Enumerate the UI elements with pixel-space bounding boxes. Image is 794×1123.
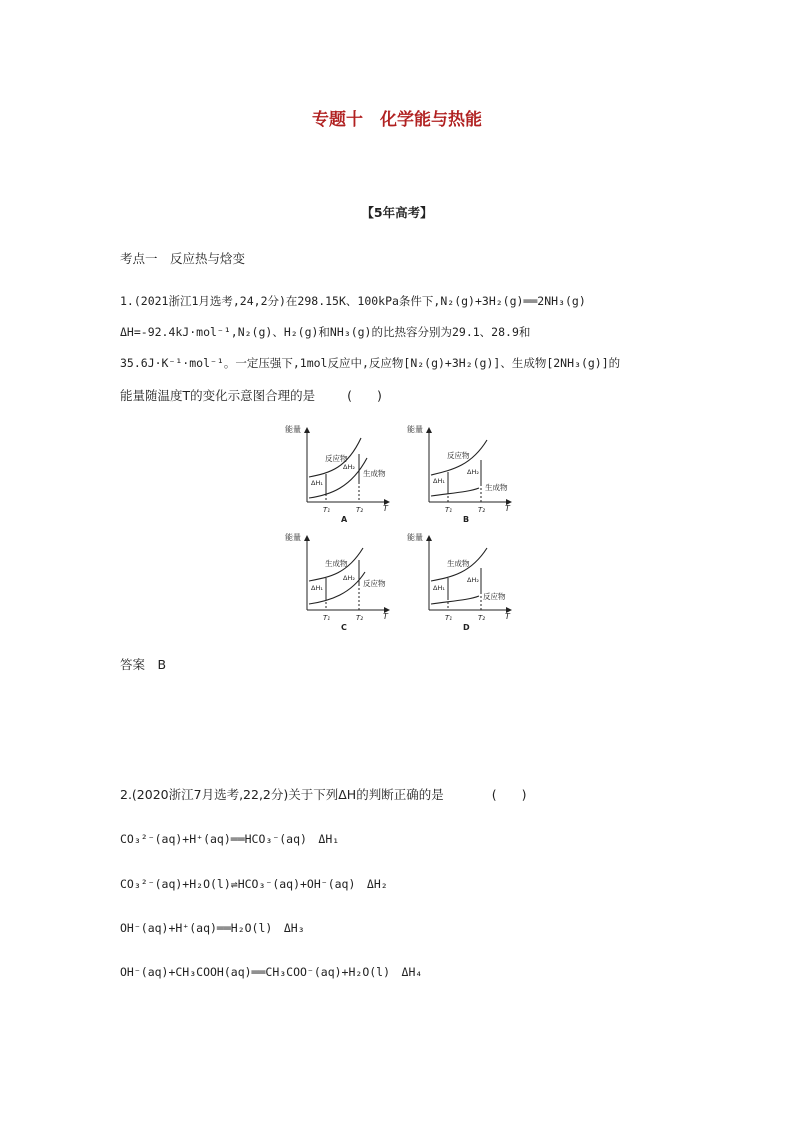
dh2-label: ΔH₂ [467, 576, 479, 584]
y-axis-label: 能量 [285, 533, 301, 542]
graph-c [285, 528, 395, 633]
t2-label: T₂ [356, 506, 364, 514]
upper-label: 反应物 [325, 454, 348, 463]
graph-letter: C [341, 623, 347, 632]
lower-label: 生成物 [363, 469, 386, 478]
q1-line2: ΔH=-92.4kJ·mol⁻¹,N₂(g)、H₂(g)和NH₃(g)的比热容分别为29.1、28.9和 [120, 325, 531, 339]
equation-1: CO₃²⁻(aq)+H⁺(aq)══HCO₃⁻(aq) ΔH₁ [120, 832, 340, 846]
equation-2: CO₃²⁻(aq)+H₂O(l)⇌HCO₃⁻(aq)+OH⁻(aq) ΔH₂ [120, 877, 388, 891]
q2-answer-paren: ( ) [491, 787, 527, 802]
upper-label: 反应物 [447, 451, 470, 460]
t1-label: T₁ [445, 614, 453, 622]
dh2-label: ΔH₂ [343, 574, 355, 582]
lower-curve [431, 596, 479, 604]
x-axis-label: T [383, 612, 388, 621]
dh1-label: ΔH₁ [311, 479, 323, 487]
section-heading: 【5年高考】 [361, 205, 433, 220]
graph-a [285, 420, 395, 525]
y-axis-label: 能量 [285, 425, 301, 434]
t1-label: T₁ [323, 614, 331, 622]
x-axis-label: T [505, 504, 510, 513]
dh1-label: ΔH₁ [433, 584, 445, 592]
q1-answer: 答案 B [120, 657, 167, 672]
page-title: 专题十 化学能与热能 [312, 110, 482, 130]
kaodian-heading: 考点一 反应热与焓变 [120, 251, 246, 266]
q1-line1: 1.(2021浙江1月选考,24,2分)在298.15K、100kPa条件下,N₂(g)+3H₂(g)══2NH₃(g) [120, 294, 586, 308]
q1-line4: 能量随温度T的变化示意图合理的是 [120, 388, 316, 403]
y-axis-label: 能量 [407, 425, 423, 434]
t2-label: T₂ [478, 614, 486, 622]
graph-letter: B [463, 515, 470, 524]
equation-4: OH⁻(aq)+CH₃COOH(aq)══CH₃COO⁻(aq)+H₂O(l) ΔH₄ [120, 965, 423, 979]
t2-label: T₂ [478, 506, 486, 514]
upper-label: 生成物 [447, 559, 470, 568]
x-axis-label: T [505, 612, 510, 621]
y-axis-label: 能量 [407, 533, 423, 542]
lower-label: 生成物 [485, 483, 508, 492]
x-axis-label: T [383, 504, 388, 513]
lower-label: 反应物 [483, 592, 506, 601]
q1-answer-paren: ( ) [347, 388, 382, 403]
equation-3: OH⁻(aq)+H⁺(aq)══H₂O(l) ΔH₃ [120, 921, 305, 935]
lower-label: 反应物 [363, 579, 386, 588]
lower-curve [431, 488, 479, 496]
graph-letter: A [341, 515, 348, 524]
dh1-label: ΔH₁ [311, 584, 323, 592]
dh2-label: ΔH₂ [343, 463, 355, 471]
graph-d [407, 528, 517, 633]
q2-stem: 2.(2020浙江7月选考,22,2分)关于下列ΔH的判断正确的是 [120, 787, 444, 802]
dh1-label: ΔH₁ [433, 477, 445, 485]
t2-label: T₂ [356, 614, 364, 622]
t1-label: T₁ [445, 506, 453, 514]
graph-b [407, 420, 517, 525]
q1-line3: 35.6J·K⁻¹·mol⁻¹。一定压强下,1mol反应中,反应物[N₂(g)+3H₂(g)]、生成物[2NH₃(g)]的 [120, 356, 621, 370]
dh2-label: ΔH₂ [467, 468, 479, 476]
t1-label: T₁ [323, 506, 331, 514]
lower-curve [309, 458, 367, 498]
graph-letter: D [463, 623, 470, 632]
upper-label: 生成物 [325, 559, 348, 568]
